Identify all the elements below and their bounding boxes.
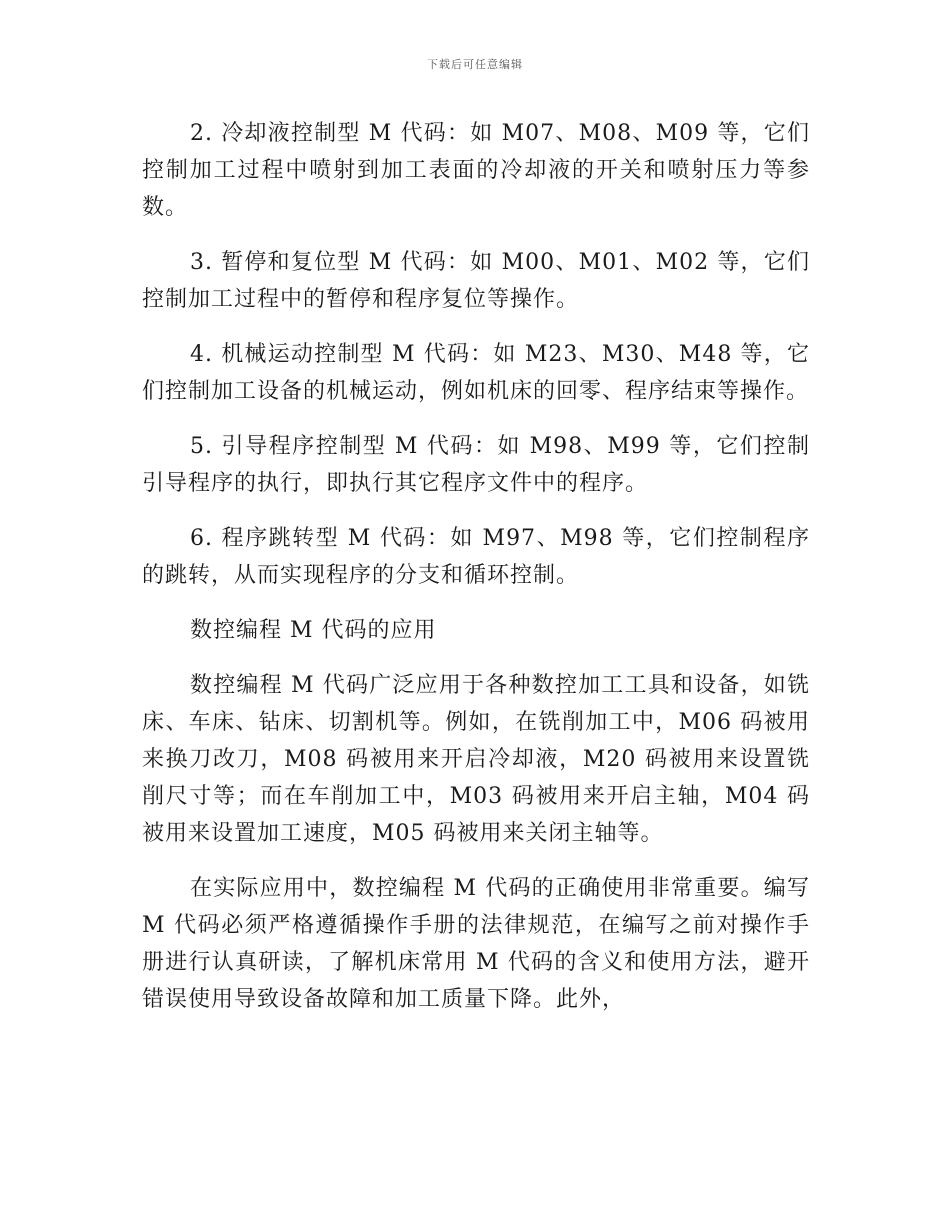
paragraph-practical-use: 在实际应用中，数控编程 M 代码的正确使用非常重要。编写 M 代码必须严格遵循操作手册的法律规范，在编写之前对操作手册进行认真研读，了解机床常用 M 代码的含义和使用方法，避开错误使用导致设备故障和加工质量下降。此外， (142, 876, 810, 1012)
paragraph-subprogram-codes: 5. 引导程序控制型 M 代码：如 M98、M99 等，它们控制引导程序的执行，即执行其它程序文件中的程序。 (142, 434, 810, 496)
paragraph-pause-reset-codes: 3. 暂停和复位型 M 代码：如 M00、M01、M02 等，它们控制加工过程中的暂停和程序复位等操作。 (142, 250, 810, 312)
section-heading-applications: 数控编程 M 代码的应用 (190, 618, 437, 643)
paragraph-coolant-codes: 2. 冷却液控制型 M 代码：如 M07、M08、M09 等，它们控制加工过程中喷射到加工表面的冷却液的开关和喷射压力等参数。 (142, 121, 810, 220)
paragraph-jump-codes: 6. 程序跳转型 M 代码：如 M97、M98 等，它们控制程序的跳转，从而实现程序的分支和循环控制。 (142, 526, 810, 588)
paragraph-motion-codes: 4. 机械运动控制型 M 代码：如 M23、M30、M48 等，它们控制加工设备的机械运动，例如机床的回零、程序结束等操作。 (142, 342, 810, 404)
document-body (142, 115, 810, 1036)
paragraph-applications: 数控编程 M 代码广泛应用于各种数控加工工具和设备，如铣床、车床、钻床、切割机等。例如，在铣削加工中，M06 码被用来换刀改刀，M08 码被用来开启冷却液，M20 码被用来设置铣削尺寸等；而在车削加工中，M03 码被用来开启主轴，M04 码被用来设置加工速度，M05 码被用来关闭主轴等。 (142, 673, 810, 846)
page-header: 下载后可任意编辑 (427, 58, 523, 71)
